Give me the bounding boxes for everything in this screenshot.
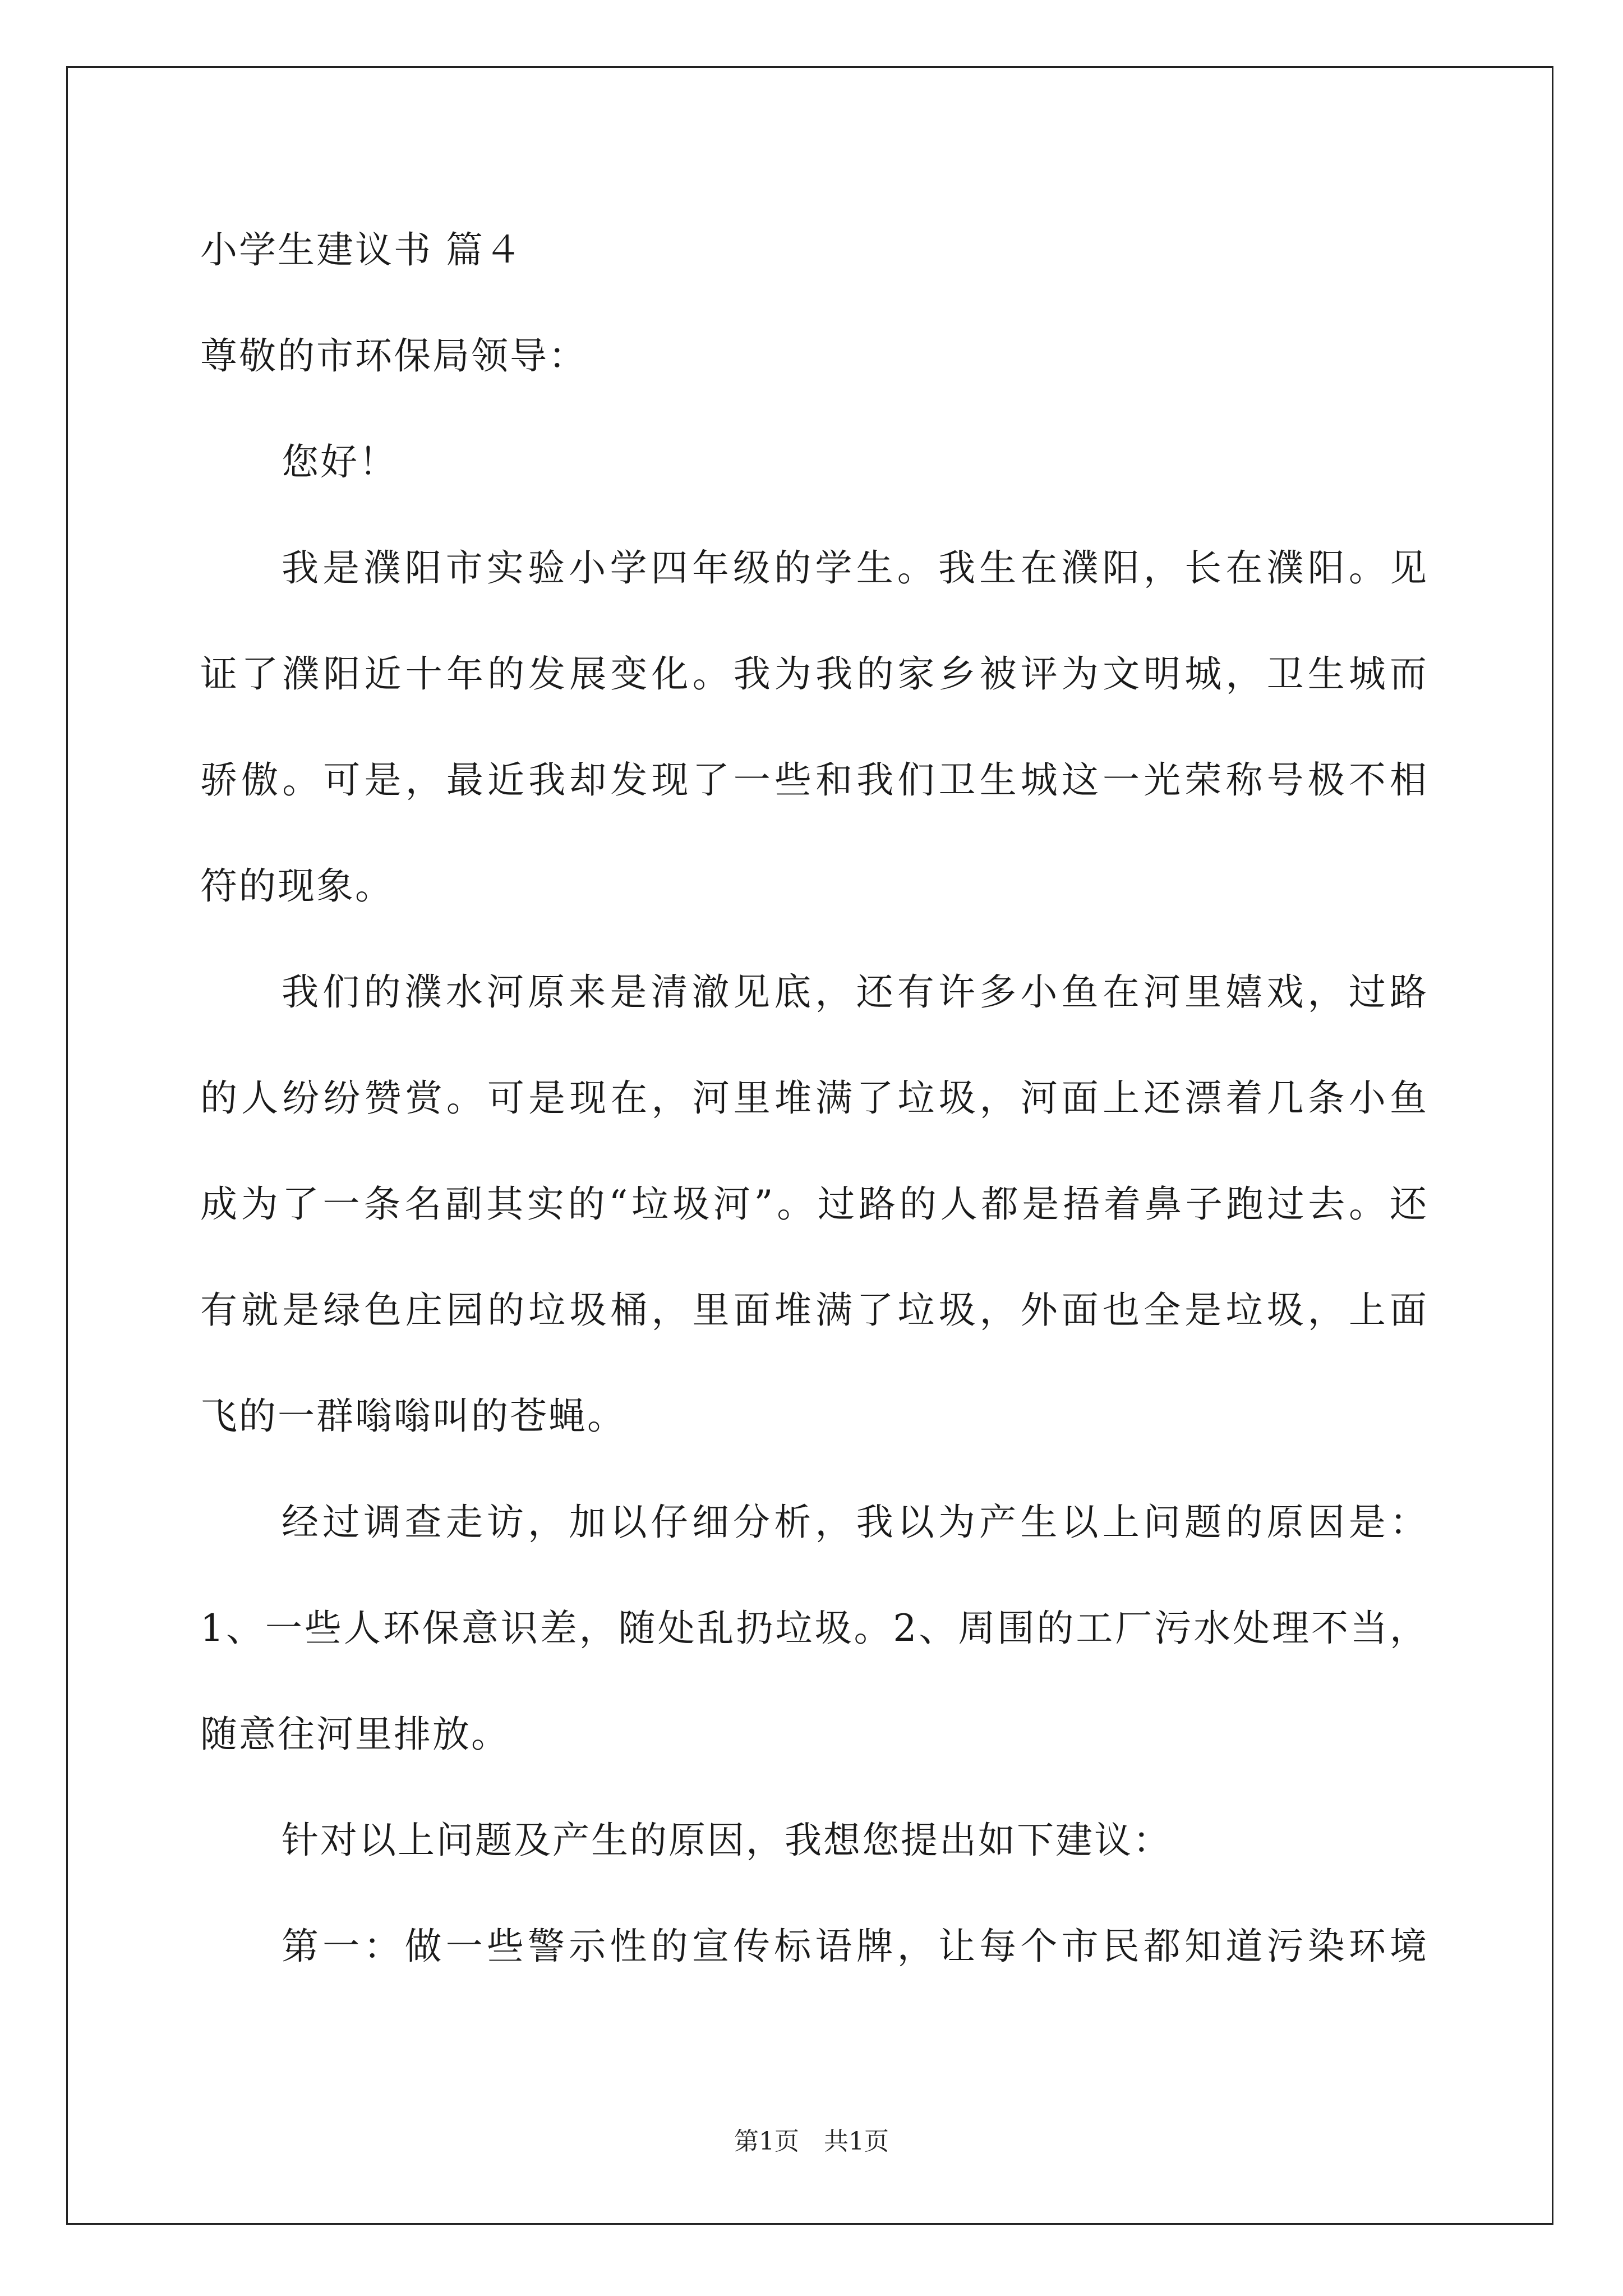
- paragraph-line: 骄傲。可是，最近我却发现了一些和我们卫生城这一光荣称号极不相: [200, 758, 1428, 802]
- paragraph-line: 成为了一条名副其实的“垃圾河”。过路的人都是捂着鼻子跑过去。还: [200, 1182, 1428, 1226]
- paragraph-line: 针对以上问题及产生的原因，我想您提出如下建议：: [282, 1819, 1172, 1862]
- paragraph-line: 经过调查走访，加以仔细分析，我以为产生以上问题的原因是：: [282, 1501, 1428, 1544]
- paragraph-line: 第一：做一些警示性的宣传标语牌，让每个市民都知道污染环境: [282, 1925, 1428, 1968]
- paragraph-line: 我们的濮水河原来是清澈见底，还有许多小鱼在河里嬉戏，过路: [282, 970, 1428, 1014]
- paragraph-line: 证了濮阳近十年的发展变化。我为我的家乡被评为文明城，卫生城而: [200, 652, 1428, 696]
- paragraph-line: 1、一些人环保意识差，随处乱扔垃圾。2、周围的工厂污水处理不当，: [200, 1607, 1428, 1650]
- page-footer: 第1页 共1页: [734, 2127, 889, 2156]
- greeting: 您好！: [282, 440, 398, 484]
- paragraph-line: 我是濮阳市实验小学四年级的学生。我生在濮阳，长在濮阳。见: [282, 546, 1428, 590]
- paragraph-line: 飞的一群嗡嗡叫的苍蝇。: [200, 1395, 626, 1438]
- salutation: 尊敬的市环保局领导：: [200, 334, 587, 378]
- paragraph-line: 的人纷纷赞赏。可是现在，河里堆满了垃圾，河面上还漂着几条小鱼: [200, 1076, 1428, 1120]
- paragraph-line: 符的现象。: [200, 864, 394, 908]
- paragraph-line: 有就是绿色庄园的垃圾桶，里面堆满了垃圾，外面也全是垃圾，上面: [200, 1289, 1428, 1332]
- paragraph-line: 随意往河里排放。: [200, 1713, 510, 1756]
- document-title: 小学生建议书 篇４: [200, 228, 523, 272]
- document-body: [200, 226, 1428, 2028]
